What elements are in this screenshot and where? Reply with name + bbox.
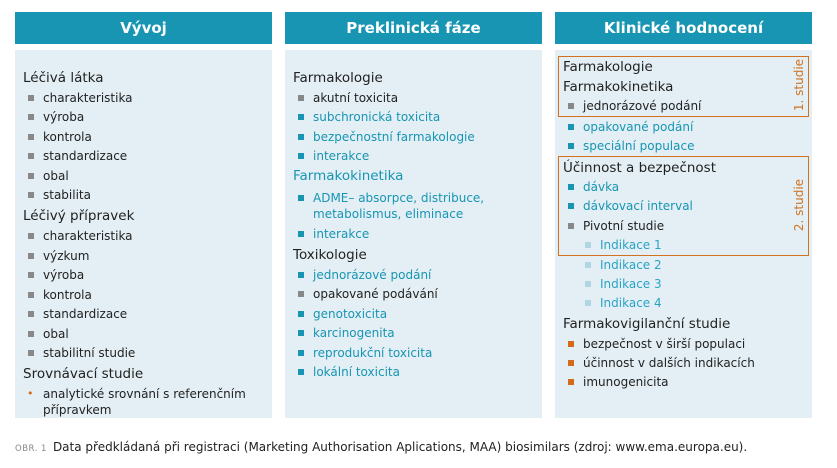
list-item: Indikace 2 [563, 257, 662, 273]
list-item: kontrola [23, 287, 92, 303]
list-item: ADME– absorpce, distribuce, metabolismus, eliminace [293, 190, 528, 222]
list-item: akutní toxicita [293, 90, 398, 106]
group-heading: Toxikologie [293, 247, 367, 263]
column-klinicke-hodnoceni [555, 12, 812, 389]
column-panel [555, 50, 812, 418]
list-item: imunogenicita [563, 374, 669, 390]
column-header: Preklinická fáze [285, 12, 542, 44]
list-item: obal [23, 326, 69, 342]
column-panel [15, 50, 272, 418]
list-item: stabilita [23, 187, 91, 203]
group-heading: Léčivá látka [23, 70, 104, 86]
column-preklinicka-faze [285, 12, 542, 379]
list-item: • analytické srovnání s referenčním přípravkem [23, 386, 258, 418]
column-vyvoj [15, 12, 272, 417]
list-item: Pivotní studie [563, 218, 664, 234]
study-1-label: 1. studie [792, 58, 806, 112]
list-item: obal [23, 168, 69, 184]
column-panel [285, 50, 542, 418]
list-item: jednorázové podání [293, 267, 431, 283]
list-item: dávkovací interval [563, 198, 693, 214]
list-item: standardizace [23, 148, 127, 164]
list-item: Indikace 1 [563, 237, 662, 253]
list-item: charakteristika [23, 90, 133, 106]
group-heading: Účinnost a bezpečnost [563, 160, 717, 176]
list-item: výroba [23, 267, 84, 283]
column-header: Klinické hodnocení [555, 12, 812, 44]
list-item: speciální populace [563, 138, 694, 154]
group-heading: Léčivý přípravek [23, 208, 135, 224]
list-item: reprodukční toxicita [293, 345, 432, 361]
study-2-label: 2. studie [792, 178, 806, 232]
list-item: výroba [23, 109, 84, 125]
list-item: standardizace [23, 306, 127, 322]
list-item: stabilitní studie [23, 345, 135, 361]
list-item: účinnost v dalších indikacích [563, 355, 755, 371]
list-item: interakce [293, 148, 369, 164]
group-heading: Srovnávací studie [23, 366, 144, 382]
list-item: jednorázové podání [563, 98, 701, 114]
group-heading: Farmakologie [563, 59, 653, 75]
list-item: interakce [293, 226, 369, 242]
list-item: lokální toxicita [293, 364, 400, 380]
list-item: opakované podání [563, 119, 693, 135]
caption-text: Data předkládaná při registraci (Marketing Authorisation Aplications, MAA) biosimilars (zdroj: www.ema.europa.eu). [52, 440, 748, 454]
caption-prefix: OBR. 1 [15, 444, 47, 454]
list-item: bezpečnostní farmakologie [293, 129, 475, 145]
list-item: bezpečnost v širší populaci [563, 336, 745, 352]
figure-caption [15, 440, 747, 454]
list-item: Indikace 3 [563, 276, 662, 292]
list-item: charakteristika [23, 228, 133, 244]
group-heading: Farmakokinetika [293, 168, 404, 184]
list-item: genotoxicita [293, 306, 387, 322]
list-item: Indikace 4 [563, 295, 662, 311]
group-heading: Farmakokinetika [563, 79, 674, 95]
list-item: výzkum [23, 248, 89, 264]
list-item: karcinogenita [293, 325, 395, 341]
list-item: dávka [563, 179, 619, 195]
list-item: subchronická toxicita [293, 109, 440, 125]
list-item: opakované podávání [293, 286, 438, 302]
group-heading: Farmakovigilanční studie [563, 316, 731, 332]
column-header: Vývoj [15, 12, 272, 44]
list-item: kontrola [23, 129, 92, 145]
group-heading: Farmakologie [293, 70, 383, 86]
